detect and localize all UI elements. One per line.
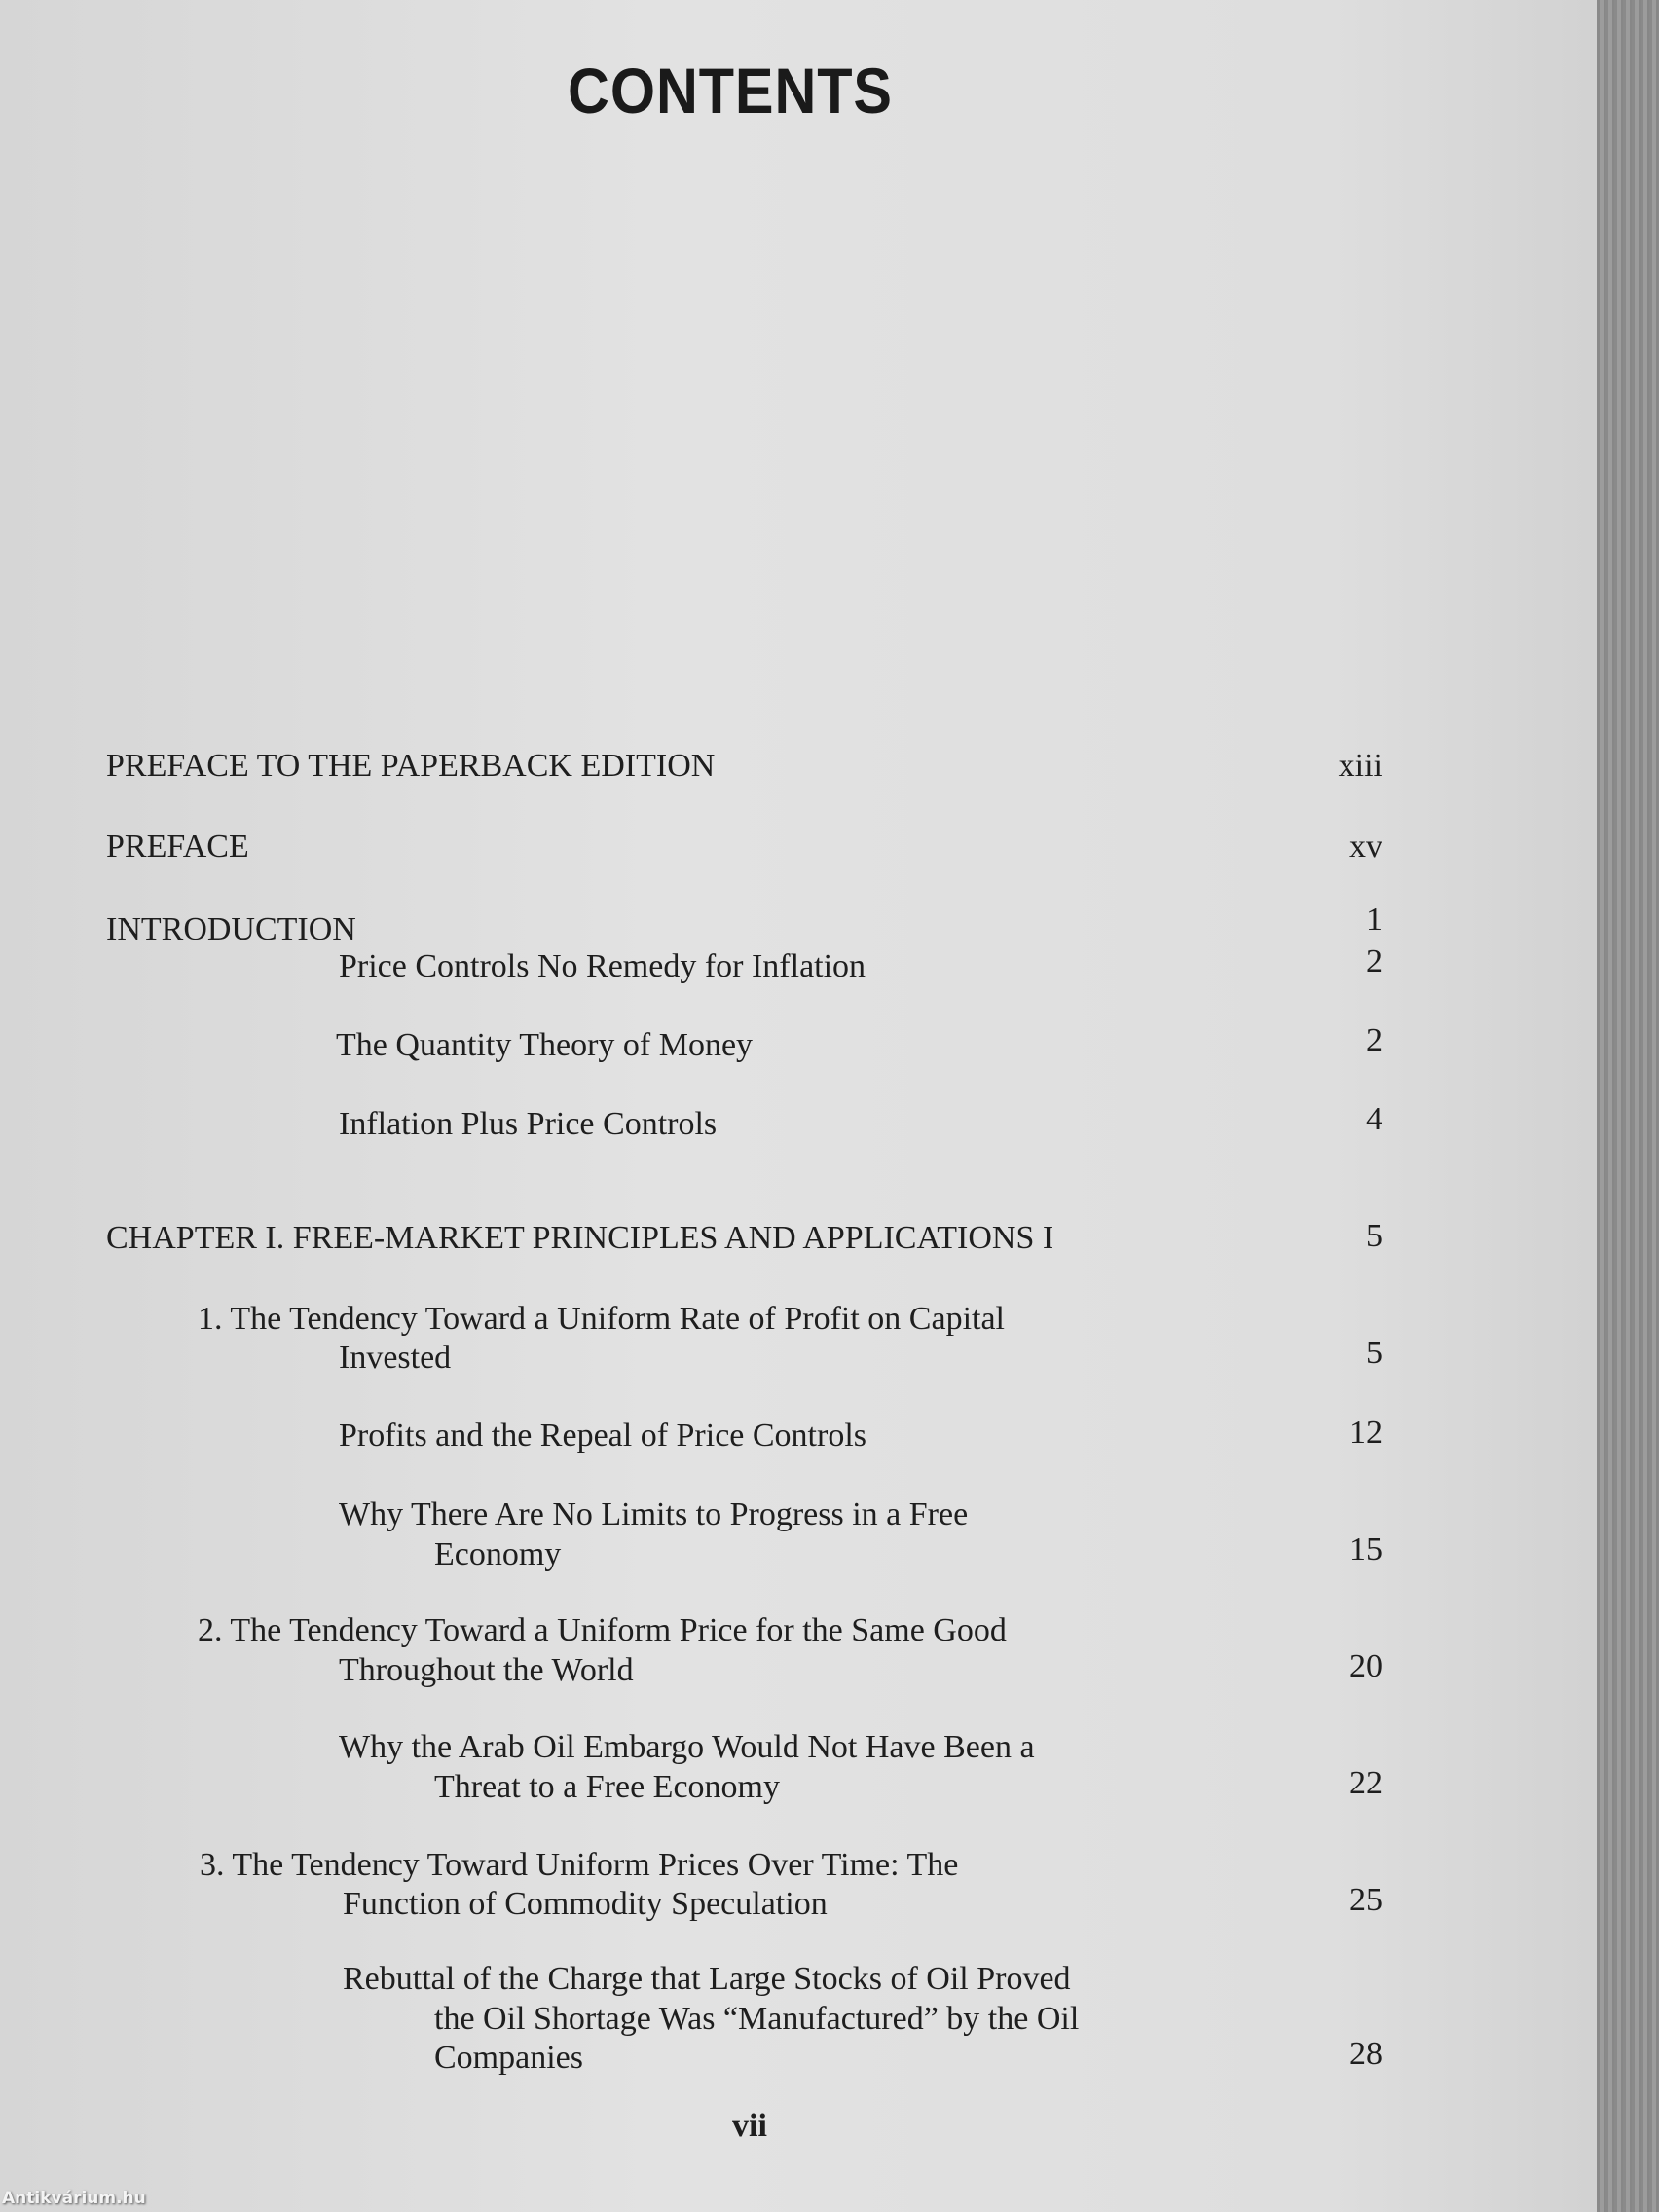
toc-entry-label: Profits and the Repeal of Price Controls (339, 1418, 867, 1454)
toc-entry-page: 2 (1366, 943, 1382, 979)
toc-entry-label-cont: Threat to a Free Economy (434, 1769, 780, 1805)
toc-entry-label: 2. The Tendency Toward a Uniform Price for the Same Good (198, 1612, 1007, 1648)
toc-entry-page: 25 (1349, 1882, 1382, 1918)
toc-entry-label-cont: the Oil Shortage Was “Manufactured” by the Oil (434, 2001, 1080, 2037)
toc-entry-label: Rebuttal of the Charge that Large Stocks of Oil Proved (343, 1961, 1071, 1997)
toc-entry-label: PREFACE (106, 829, 249, 865)
toc-entry-label: Inflation Plus Price Controls (339, 1106, 718, 1142)
toc-entry-page: xv (1349, 829, 1382, 865)
toc-entry-label: 1. The Tendency Toward a Uniform Rate of Profit on Capital (198, 1301, 1005, 1337)
toc-entry-label: 3. The Tendency Toward Uniform Prices Over Time: The (200, 1847, 959, 1883)
toc-entry-page: 1 (1366, 902, 1382, 938)
toc-entry-label: PREFACE TO THE PAPERBACK EDITION (106, 748, 716, 784)
toc-entry-label-cont: Companies (434, 2040, 583, 2076)
toc-entry-label: The Quantity Theory of Money (336, 1027, 754, 1063)
toc-entry-page: 22 (1349, 1765, 1382, 1801)
toc-entry-page: 5 (1366, 1335, 1382, 1371)
toc-entry-label-cont: Function of Commodity Speculation (343, 1886, 828, 1922)
page-title: CONTENTS (568, 55, 893, 127)
toc-entry-label-cont: Economy (434, 1536, 562, 1572)
toc-entry-page: 28 (1349, 2036, 1382, 2072)
toc-entry-page: 20 (1349, 1648, 1382, 1684)
toc-entry-page: xiii (1338, 748, 1382, 784)
book-spine-edge (1597, 0, 1659, 2212)
toc-entry-label-cont: Throughout the World (339, 1652, 634, 1688)
toc-entry-page: 2 (1366, 1022, 1382, 1058)
toc-entry-label: Why the Arab Oil Embargo Would Not Have Been a (339, 1729, 1035, 1765)
watermark: Antikvárium.hu (2, 2189, 146, 2208)
toc-entry-label: Price Controls No Remedy for Inflation (339, 948, 866, 984)
toc-entry-page: 15 (1349, 1531, 1382, 1567)
toc-entry-page: 4 (1366, 1101, 1382, 1137)
toc-entry-page: 5 (1366, 1218, 1382, 1254)
toc-entry-label: Why There Are No Limits to Progress in a Free (339, 1496, 969, 1532)
toc-entry-page: 12 (1349, 1415, 1382, 1451)
toc-entry-label-cont: Invested (339, 1340, 452, 1376)
toc-chapter-label: CHAPTER I. FREE-MARKET PRINCIPLES AND APPLICATIONS I (106, 1220, 1054, 1256)
toc-entry-label: INTRODUCTION (106, 911, 356, 947)
page-number: vii (732, 2108, 767, 2144)
